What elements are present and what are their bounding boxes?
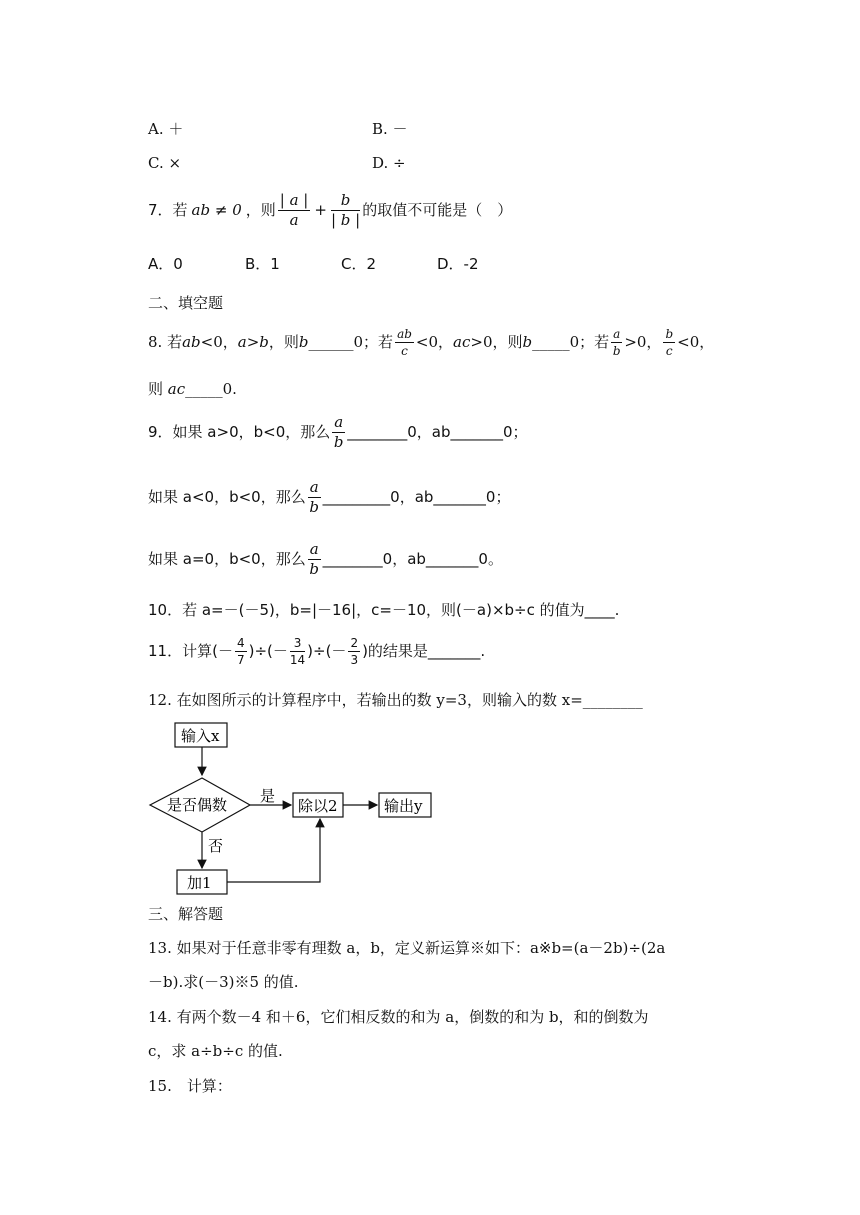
q11-text: )÷(－ — [307, 642, 347, 660]
q7-option-b: B．1 — [245, 255, 280, 273]
question-14-line-2: c，求 a÷b÷c 的值. — [148, 1042, 283, 1060]
q7-fraction-2 — [331, 193, 360, 228]
question-9-line-2 — [148, 480, 510, 515]
frac-den: c — [401, 344, 408, 358]
section-heading-fill-blank: 二、填空题 — [148, 294, 224, 312]
q11-fraction-3 — [348, 637, 360, 666]
flowchart — [145, 720, 445, 900]
q8-b: b — [298, 333, 309, 351]
input-label: 输入x — [181, 727, 220, 745]
q7-frac2-den: | b | — [330, 211, 361, 229]
q8-fraction-a-b — [611, 328, 622, 357]
question-8 — [148, 328, 714, 357]
q11-text: 11．计算(－ — [148, 642, 233, 660]
q9-text: 9．如果 a>0，b<0，那么 — [148, 423, 331, 441]
frac-den: b — [612, 344, 621, 358]
q8-text: >0， — [624, 333, 662, 351]
q8-text: <0， — [677, 333, 715, 351]
frac-num: 3 — [290, 637, 305, 652]
q8-text: >0，则 — [470, 333, 523, 351]
q8-fraction-ab-c — [395, 328, 414, 357]
q8-blank-2: _____0；若 — [532, 333, 610, 351]
q8-b: b — [522, 333, 533, 351]
q7-condition: ab ≠ 0 — [191, 201, 242, 219]
question-9-line-3 — [148, 542, 503, 577]
option-b: B. － — [372, 120, 408, 138]
question-9-line-1 — [148, 415, 528, 450]
q9-blanks: ________0，ab_______0； — [347, 423, 528, 441]
q7-option-d: D．-2 — [437, 255, 479, 273]
frac-den: 7 — [236, 653, 245, 667]
frac-den: 14 — [289, 653, 306, 667]
question-13-line-1: 13. 如果对于任意非零有理数 a，b，定义新运算※如下：a※b=(a－2b)÷(2a — [148, 939, 666, 957]
q9-blanks: _________0，ab_______0； — [322, 488, 511, 506]
output-label: 输出y — [384, 797, 423, 815]
decision-label: 是否偶数 — [167, 796, 228, 814]
q8-text: 8. 若 — [148, 333, 183, 351]
q7-frac1-den: a — [289, 211, 299, 229]
q9-fraction-a-b — [332, 415, 345, 450]
divide-label: 除以2 — [298, 797, 338, 815]
question-10: 10．若 a=－(－5)，b=|－16|，c=－10，则(－a)×b÷c 的值为____. — [148, 601, 620, 619]
q7-prefix: 7．若 — [148, 201, 188, 219]
q7-fraction-1 — [278, 193, 311, 228]
frac-num: a — [613, 327, 621, 341]
frac-num: a — [309, 540, 319, 558]
q8-text: <0， — [200, 333, 238, 351]
option-c: C. × — [148, 154, 182, 172]
question-15: 15. 计算： — [148, 1077, 232, 1095]
q9-text: 如果 a<0，b<0，那么 — [148, 488, 306, 506]
question-7 — [148, 193, 512, 228]
add-label: 加1 — [187, 874, 212, 892]
q9-fraction-a-b — [308, 542, 321, 577]
q8-ac: ac — [453, 333, 471, 351]
frac-num: a — [334, 413, 344, 431]
q8-a-gt-b: a>b — [237, 333, 269, 351]
q8-blank-3: _____0. — [185, 380, 237, 398]
q7-frac1-num: | a | — [279, 191, 309, 209]
frac-num: a — [309, 478, 319, 496]
q8-text: 则 — [148, 380, 168, 398]
frac-num: b — [665, 327, 674, 341]
q9-blanks: ________0，ab_______0。 — [322, 550, 503, 568]
frac-den: b — [309, 498, 319, 516]
option-a: A. ＋ — [148, 120, 184, 138]
yes-label: 是 — [260, 787, 276, 805]
section-heading-solve: 三、解答题 — [148, 905, 224, 923]
q7-option-c: C．2 — [341, 255, 377, 273]
frac-num: 4 — [236, 636, 245, 650]
q7-suffix: 的取值不可能是（ ） — [362, 201, 513, 219]
question-13-line-2: －b).求(－3)※5 的值. — [148, 973, 299, 991]
frac-num: 2 — [350, 636, 359, 650]
question-14-line-1: 14. 有两个数－4 和＋6，它们相反数的和为 a，倒数的和为 b，和的倒数为 — [148, 1008, 649, 1026]
no-label: 否 — [208, 837, 224, 855]
option-d: D. ÷ — [372, 154, 406, 172]
plus-sign: + — [314, 201, 327, 219]
q11-fraction-1 — [235, 637, 247, 666]
q8-ac: ac — [167, 380, 186, 398]
q8-fraction-b-c — [663, 328, 675, 357]
q11-fraction-2 — [290, 637, 305, 666]
q9-text: 如果 a=0，b<0，那么 — [148, 550, 306, 568]
q9-fraction-a-b — [308, 480, 321, 515]
question-12: 12. 在如图所示的计算程序中，若输出的数 y=3，则输入的数 x=________ — [148, 691, 643, 709]
frac-num: ab — [397, 327, 412, 341]
question-8-line-2 — [148, 382, 237, 397]
arrow-add-to-divide — [227, 819, 320, 882]
q7-mid: ，则 — [245, 201, 276, 219]
q7-frac2-num: b — [331, 193, 360, 211]
frac-den: b — [333, 433, 344, 451]
q8-blank-1: ______0；若 — [308, 333, 394, 351]
q8-ab: ab — [182, 333, 201, 351]
question-11 — [148, 637, 485, 666]
q11-text: )÷(－ — [248, 642, 288, 660]
frac-den: c — [665, 344, 673, 358]
q8-text: ，则 — [268, 333, 299, 351]
q7-option-a: A．0 — [148, 255, 183, 273]
q11-text: )的结果是_______. — [362, 642, 486, 660]
q8-text: <0， — [415, 333, 454, 351]
frac-den: 3 — [350, 653, 359, 667]
frac-den: b — [309, 560, 319, 578]
